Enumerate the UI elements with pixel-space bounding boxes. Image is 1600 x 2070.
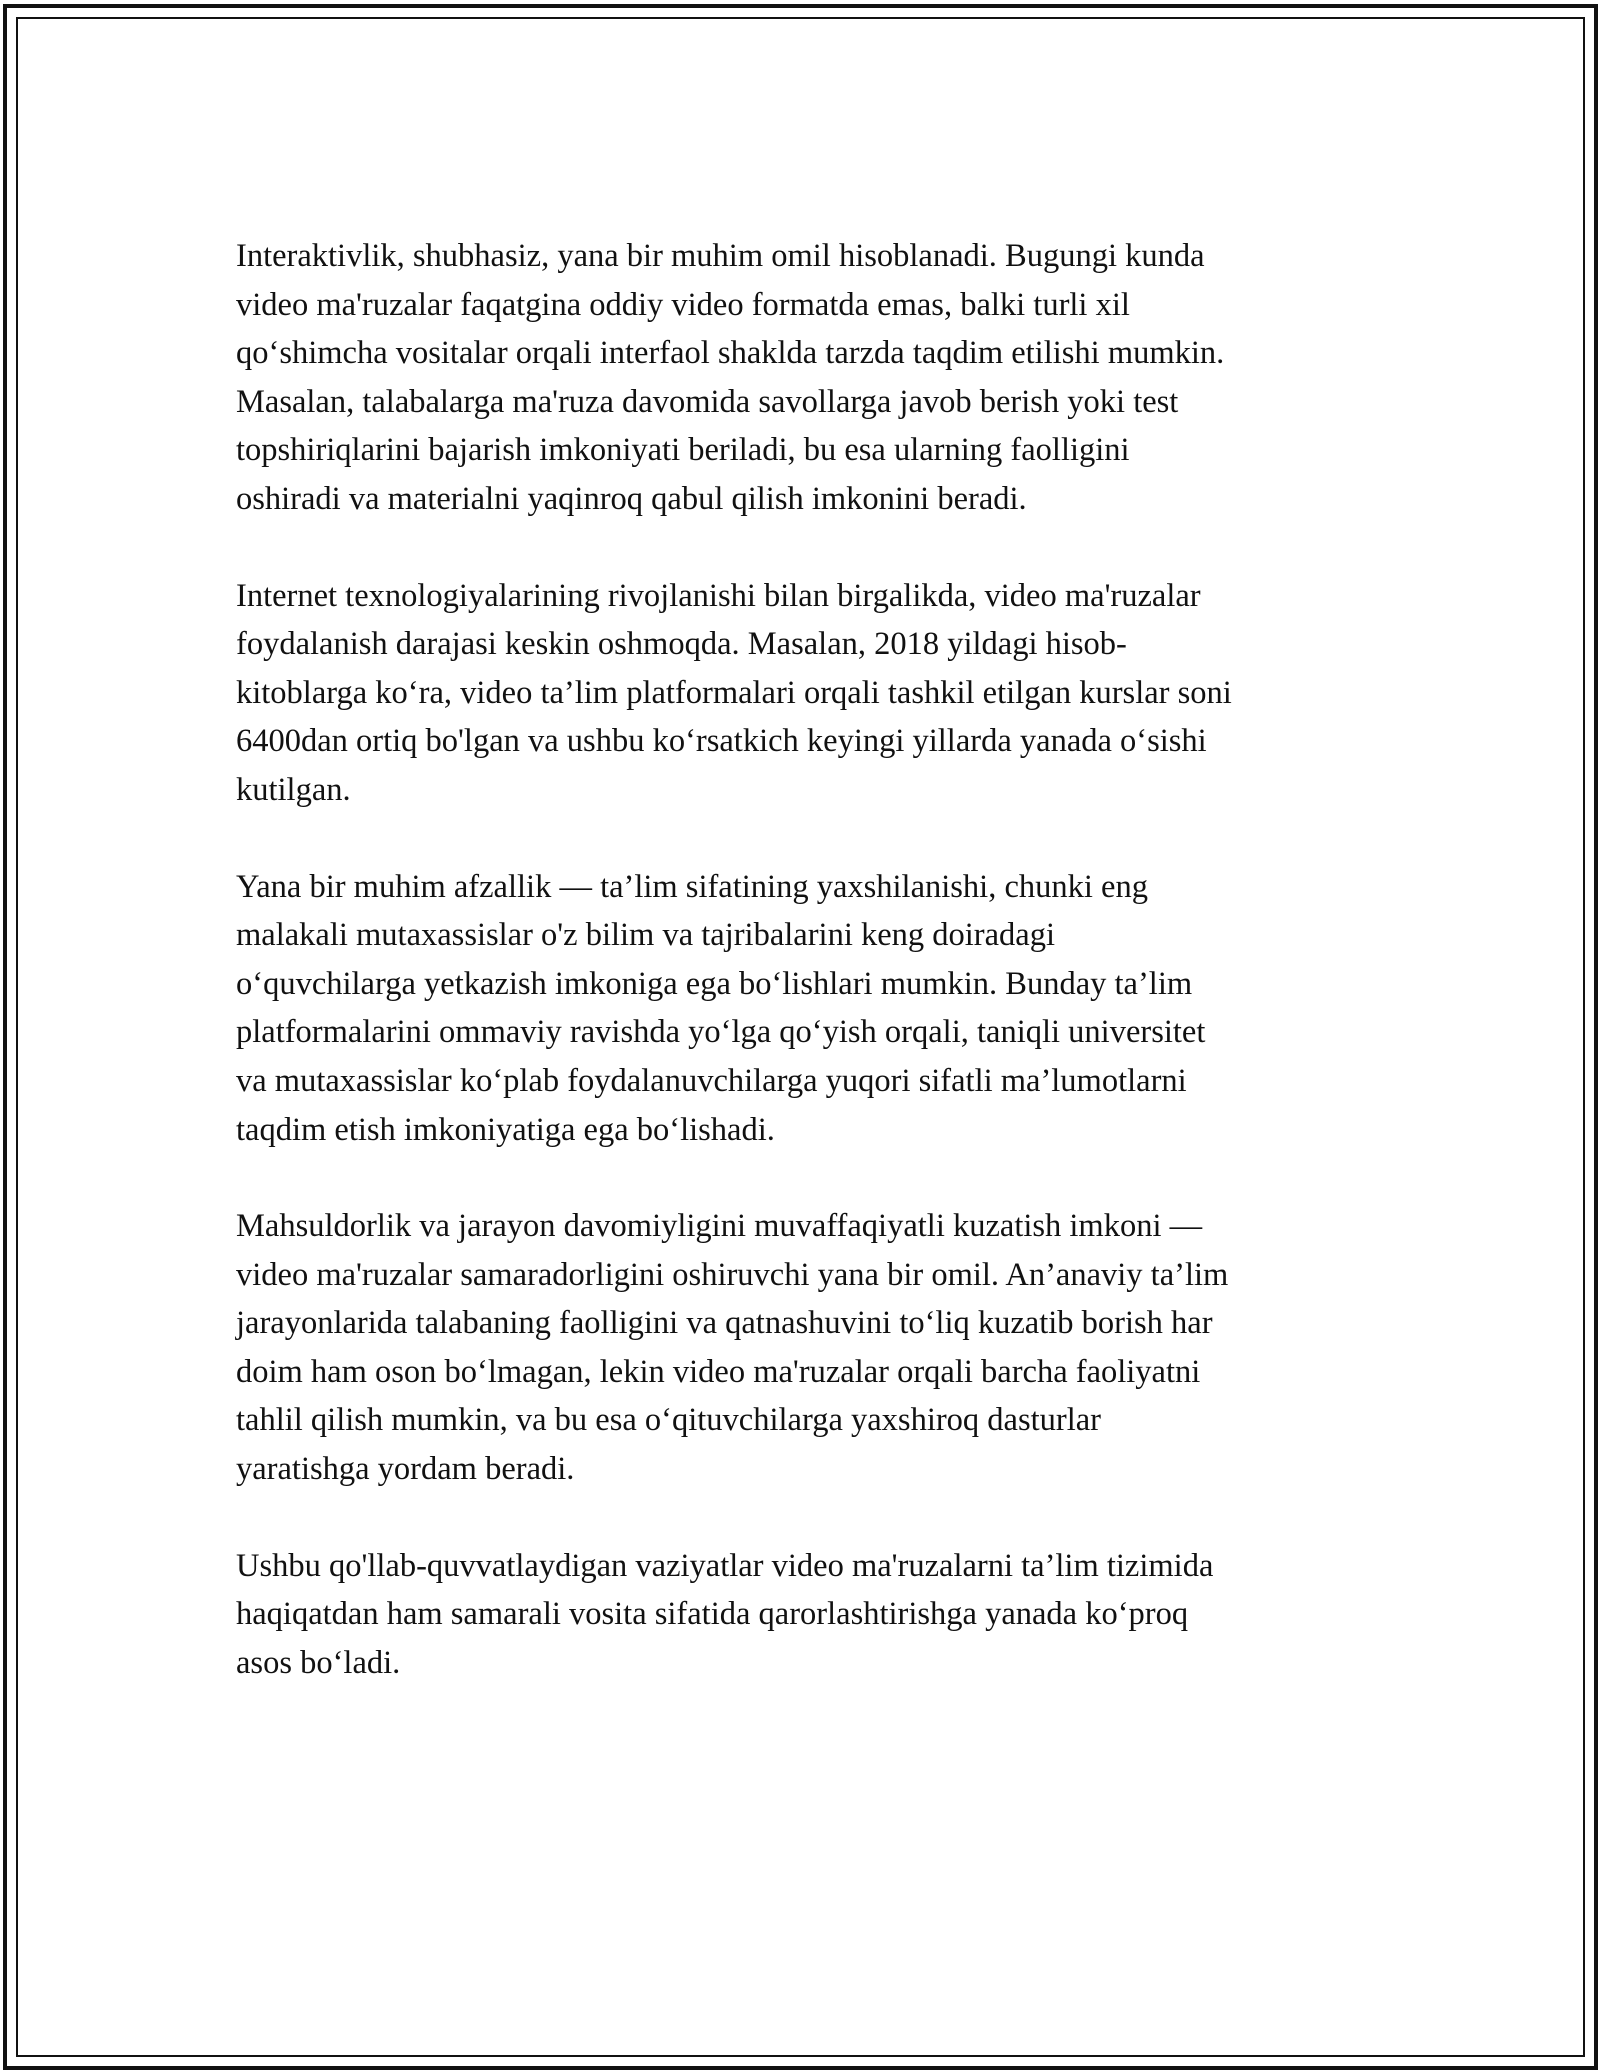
- text-line: kutilgan.: [236, 771, 351, 808]
- paragraph-conclusion: [236, 1542, 1366, 1688]
- text-line: video ma'ruzalar samaradorligini oshiruvchi yana bir omil. An’anaviy ta’lim: [236, 1256, 1229, 1293]
- text-line: video ma'ruzalar faqatgina oddiy video formatda emas, balki turli xil: [236, 286, 1130, 323]
- text-line: kitoblarga ko‘ra, video ta’lim platformalari orqali tashkil etilgan kurslar soni: [236, 674, 1232, 711]
- text-line: asos bo‘ladi.: [236, 1644, 401, 1681]
- paragraph-internet-growth: [236, 572, 1366, 815]
- text-line: taqdim etish imkoniyatiga ega bo‘lishadi.: [236, 1111, 775, 1148]
- text-line: platformalarini ommaviy ravishda yo‘lga qo‘yish orqali, taniqli universitet: [236, 1014, 1206, 1051]
- text-line: malakali mutaxassislar o'z bilim va tajribalarini keng doiradagi: [236, 917, 1056, 954]
- text-line: haqiqatdan ham samarali vosita sifatida qarorlashtirishga yanada ko‘proq: [236, 1596, 1189, 1633]
- text-line: Mahsuldorlik va jarayon davomiyligini muvaffaqiyatli kuzatish imkoni —: [236, 1208, 1203, 1245]
- text-line: foydalanish darajasi keskin oshmoqda. Masalan, 2018 yildagi hisob-: [236, 626, 1127, 663]
- text-line: o‘quvchilarga yetkazish imkoniga ega bo‘lishlari mumkin. Bunday ta’lim: [236, 965, 1193, 1002]
- text-line: tahlil qilish mumkin, va bu esa o‘qituvchilarga yaxshiroq dasturlar: [236, 1402, 1101, 1439]
- text-line: 6400dan ortiq bo'lgan va ushbu ko‘rsatkich keyingi yillarda yanada o‘sishi: [236, 723, 1207, 760]
- text-line: Internet texnologiyalarining rivojlanishi bilan birgalikda, video ma'ruzalar: [236, 577, 1201, 614]
- text-line: Ushbu qo'llab-quvvatlaydigan vaziyatlar video ma'ruzalarni ta’lim tizimida: [236, 1547, 1214, 1584]
- text-line: Interaktivlik, shubhasiz, yana bir muhim omil hisoblanadi. Bugungi kunda: [236, 238, 1205, 274]
- text-line: Yana bir muhim afzallik — ta’lim sifatining yaxshilanishi, chunki eng: [236, 868, 1148, 905]
- document-body: [236, 232, 1366, 1735]
- text-line: oshiradi va materialni yaqinroq qabul qilish imkonini beradi.: [236, 480, 1027, 517]
- paragraph-quality: [236, 863, 1366, 1155]
- text-line: doim ham oson bo‘lmagan, lekin video ma'ruzalar orqali barcha faoliyatni: [236, 1353, 1201, 1390]
- text-line: qo‘shimcha vositalar orqali interfaol shaklda tarzda taqdim etilishi mumkin.: [236, 335, 1225, 372]
- text-line: yaratishga yordam beradi.: [236, 1451, 575, 1488]
- paragraph-monitoring: [236, 1202, 1366, 1494]
- text-line: topshiriqlarini bajarish imkoniyati beriladi, bu esa ularning faolligini: [236, 432, 1130, 469]
- text-line: jarayonlarida talabaning faolligini va qatnashuvini to‘liq kuzatib borish har: [236, 1305, 1213, 1342]
- text-line: Masalan, talabalarga ma'ruza davomida savollarga javob berish yoki test: [236, 383, 1179, 420]
- text-line: va mutaxassislar ko‘plab foydalanuvchilarga yuqori sifatli ma’lumotlarni: [236, 1062, 1187, 1099]
- paragraph-interactivity: [236, 232, 1366, 524]
